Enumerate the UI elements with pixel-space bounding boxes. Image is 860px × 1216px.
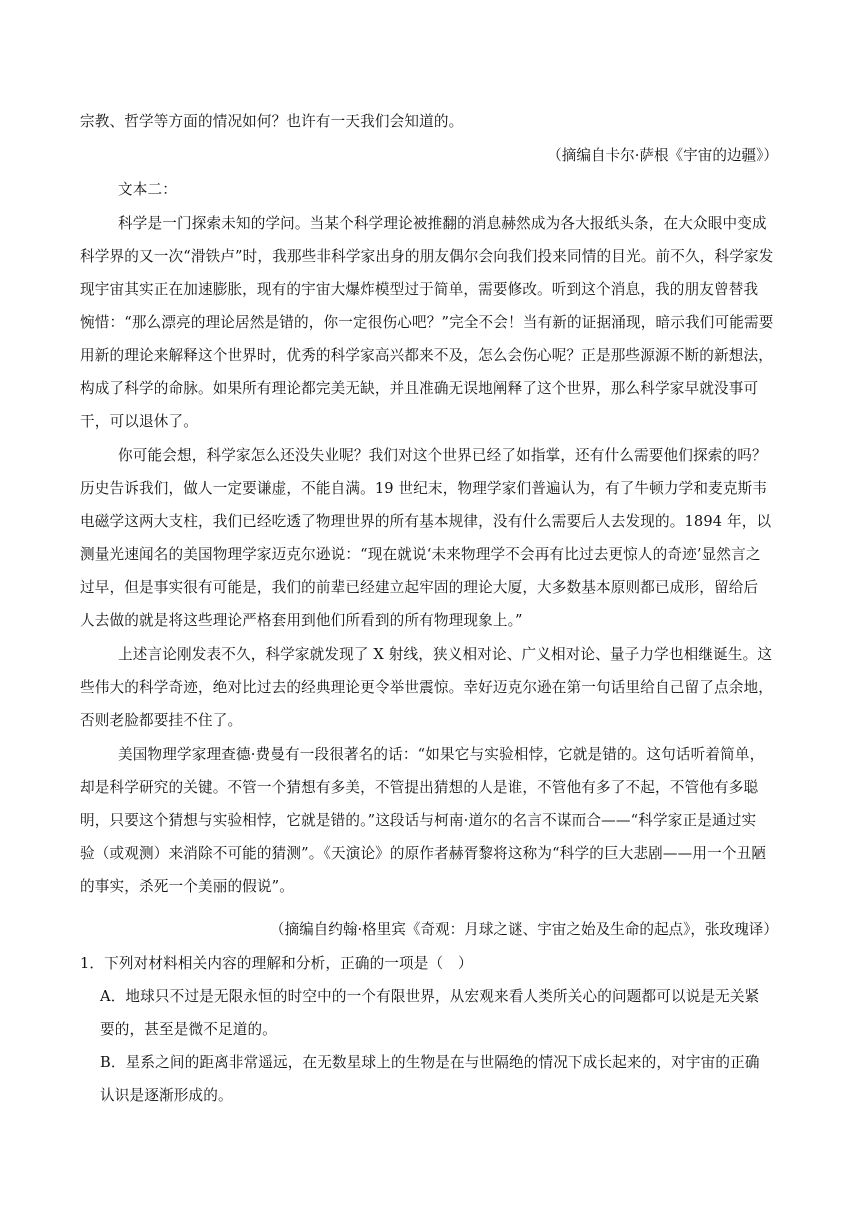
text2-heading: 文本二： xyxy=(118,181,177,198)
option-a-line: 要的，甚至是微不足道的。 xyxy=(100,1021,277,1038)
option-a-line: A．地球只不过是无限永恒的时空中的一个有限世界，从宏观来看人类所关心的问题都可以说是无关紧 xyxy=(100,988,760,1005)
para1-line: 用新的理论来解释这个世界时，优秀的科学家高兴都来不及，怎么会伤心呢？正是那些源源不断的新想法， xyxy=(80,347,773,364)
source-citation-2: （摘编自约翰·格里宾《奇观：月球之谜、宇宙之始及生命的起点》，张玫瑰译） xyxy=(269,921,778,938)
para4-line: 明，只要这个猜想与实验相悖，它就是错的。”这段话与柯南·道尔的名言不谋而合——“科学家正是通过实 xyxy=(80,812,757,829)
para1-line: 科学界的又一次“滑铁卢”时，我那些非科学家出身的朋友偶尔会向我们投来同情的目光。前不久，科学家发 xyxy=(80,248,774,265)
option-b-line: 认识是逐渐形成的。 xyxy=(100,1087,233,1104)
para4-line: 验（或观测）来消除不可能的猜测”。《天演论》的原作者赫胥黎将这称为“科学的巨大悲剧——用一个丑陋 xyxy=(80,845,767,862)
para4-line: 却是科学研究的关键。不管一个猜想有多美，不管提出猜想的人是谁，不管他有多了不起，不管他有多聪 xyxy=(80,779,759,796)
para4-line: 的事实，杀死一个美丽的假说”。 xyxy=(80,878,295,895)
para1-line: 科学是一门探索未知的学问。当某个科学理论被推翻的消息赫然成为各大报纸头条，在大众眼中变成 xyxy=(118,215,767,232)
para1-line: 构成了科学的命脉。如果所有理论都完美无缺，并且准确无误地阐释了这个世界，那么科学家早就没事可 xyxy=(80,380,759,397)
para2-line: 测量光速闻名的美国物理学家迈克尔逊说：“现在就说‘未来物理学不会再有比过去更惊人的奇迹’显然言之 xyxy=(80,546,761,563)
para2-line: 历史告诉我们，做人一定要谦虚，不能自满。19 世纪末，物理学家们普遍认为，有了牛顿力学和麦克斯韦 xyxy=(80,480,768,497)
lead-line: 宗教、哲学等方面的情况如何？也许有一天我们会知道的。 xyxy=(80,113,464,130)
para4-line: 美国物理学家理查德·费曼有一段很著名的话：“如果它与实验相悖，它就是错的。这句话听着简单， xyxy=(118,746,765,763)
para1-line: 现宇宙其实正在加速膨胀，现有的宇宙大爆炸模型过于简单，需要修改。听到这个消息，我的朋友曾替我 xyxy=(80,281,759,298)
question-stem: 1．下列对材料相关内容的理解和分析，正确的一项是（ ） xyxy=(80,955,473,972)
para1-line: 干，可以退休了。 xyxy=(80,413,198,430)
para3-line: 上述言论刚发表不久，科学家就发现了 X 射线，狭义相对论、广义相对论、量子力学也相继诞生。这 xyxy=(118,646,773,663)
source-citation-1: （摘编自卡尔·萨根《宇宙的边疆》） xyxy=(547,147,778,164)
para2-line: 电磁学这两大支柱，我们已经吃透了物理世界的所有基本规律，没有什么需要后人去发现的。1894 年，以 xyxy=(80,513,772,530)
para1-line: 惋惜：“那么漂亮的理论居然是错的，你一定很伤心吧？”完全不会！当有新的证据涌现，暗示我们可能需要 xyxy=(80,314,774,331)
para2-line: 人去做的就是将这些理论严格套用到他们所看到的所有物理现象上。” xyxy=(80,612,523,629)
option-b-line: B．星系之间的距离非常遥远，在无数星球上的生物是在与世隔绝的情况下成长起来的，对宇宙的正确 xyxy=(100,1054,760,1071)
para3-line: 些伟大的科学奇迹，绝对比过去的经典理论更令举世震惊。幸好迈克尔逊在第一句话里给自己留了点余地， xyxy=(80,679,773,696)
para2-line: 你可能会想，科学家怎么还没失业呢？我们对这个世界已经了如指掌，还有什么需要他们探索的吗？ xyxy=(118,447,767,464)
para2-line: 过早，但是事实很有可能是，我们的前辈已经建立起牢固的理论大厦，大多数基本原则都已成形，留给后 xyxy=(80,579,759,596)
para3-line: 否则老脸都要挂不住了。 xyxy=(80,712,243,729)
